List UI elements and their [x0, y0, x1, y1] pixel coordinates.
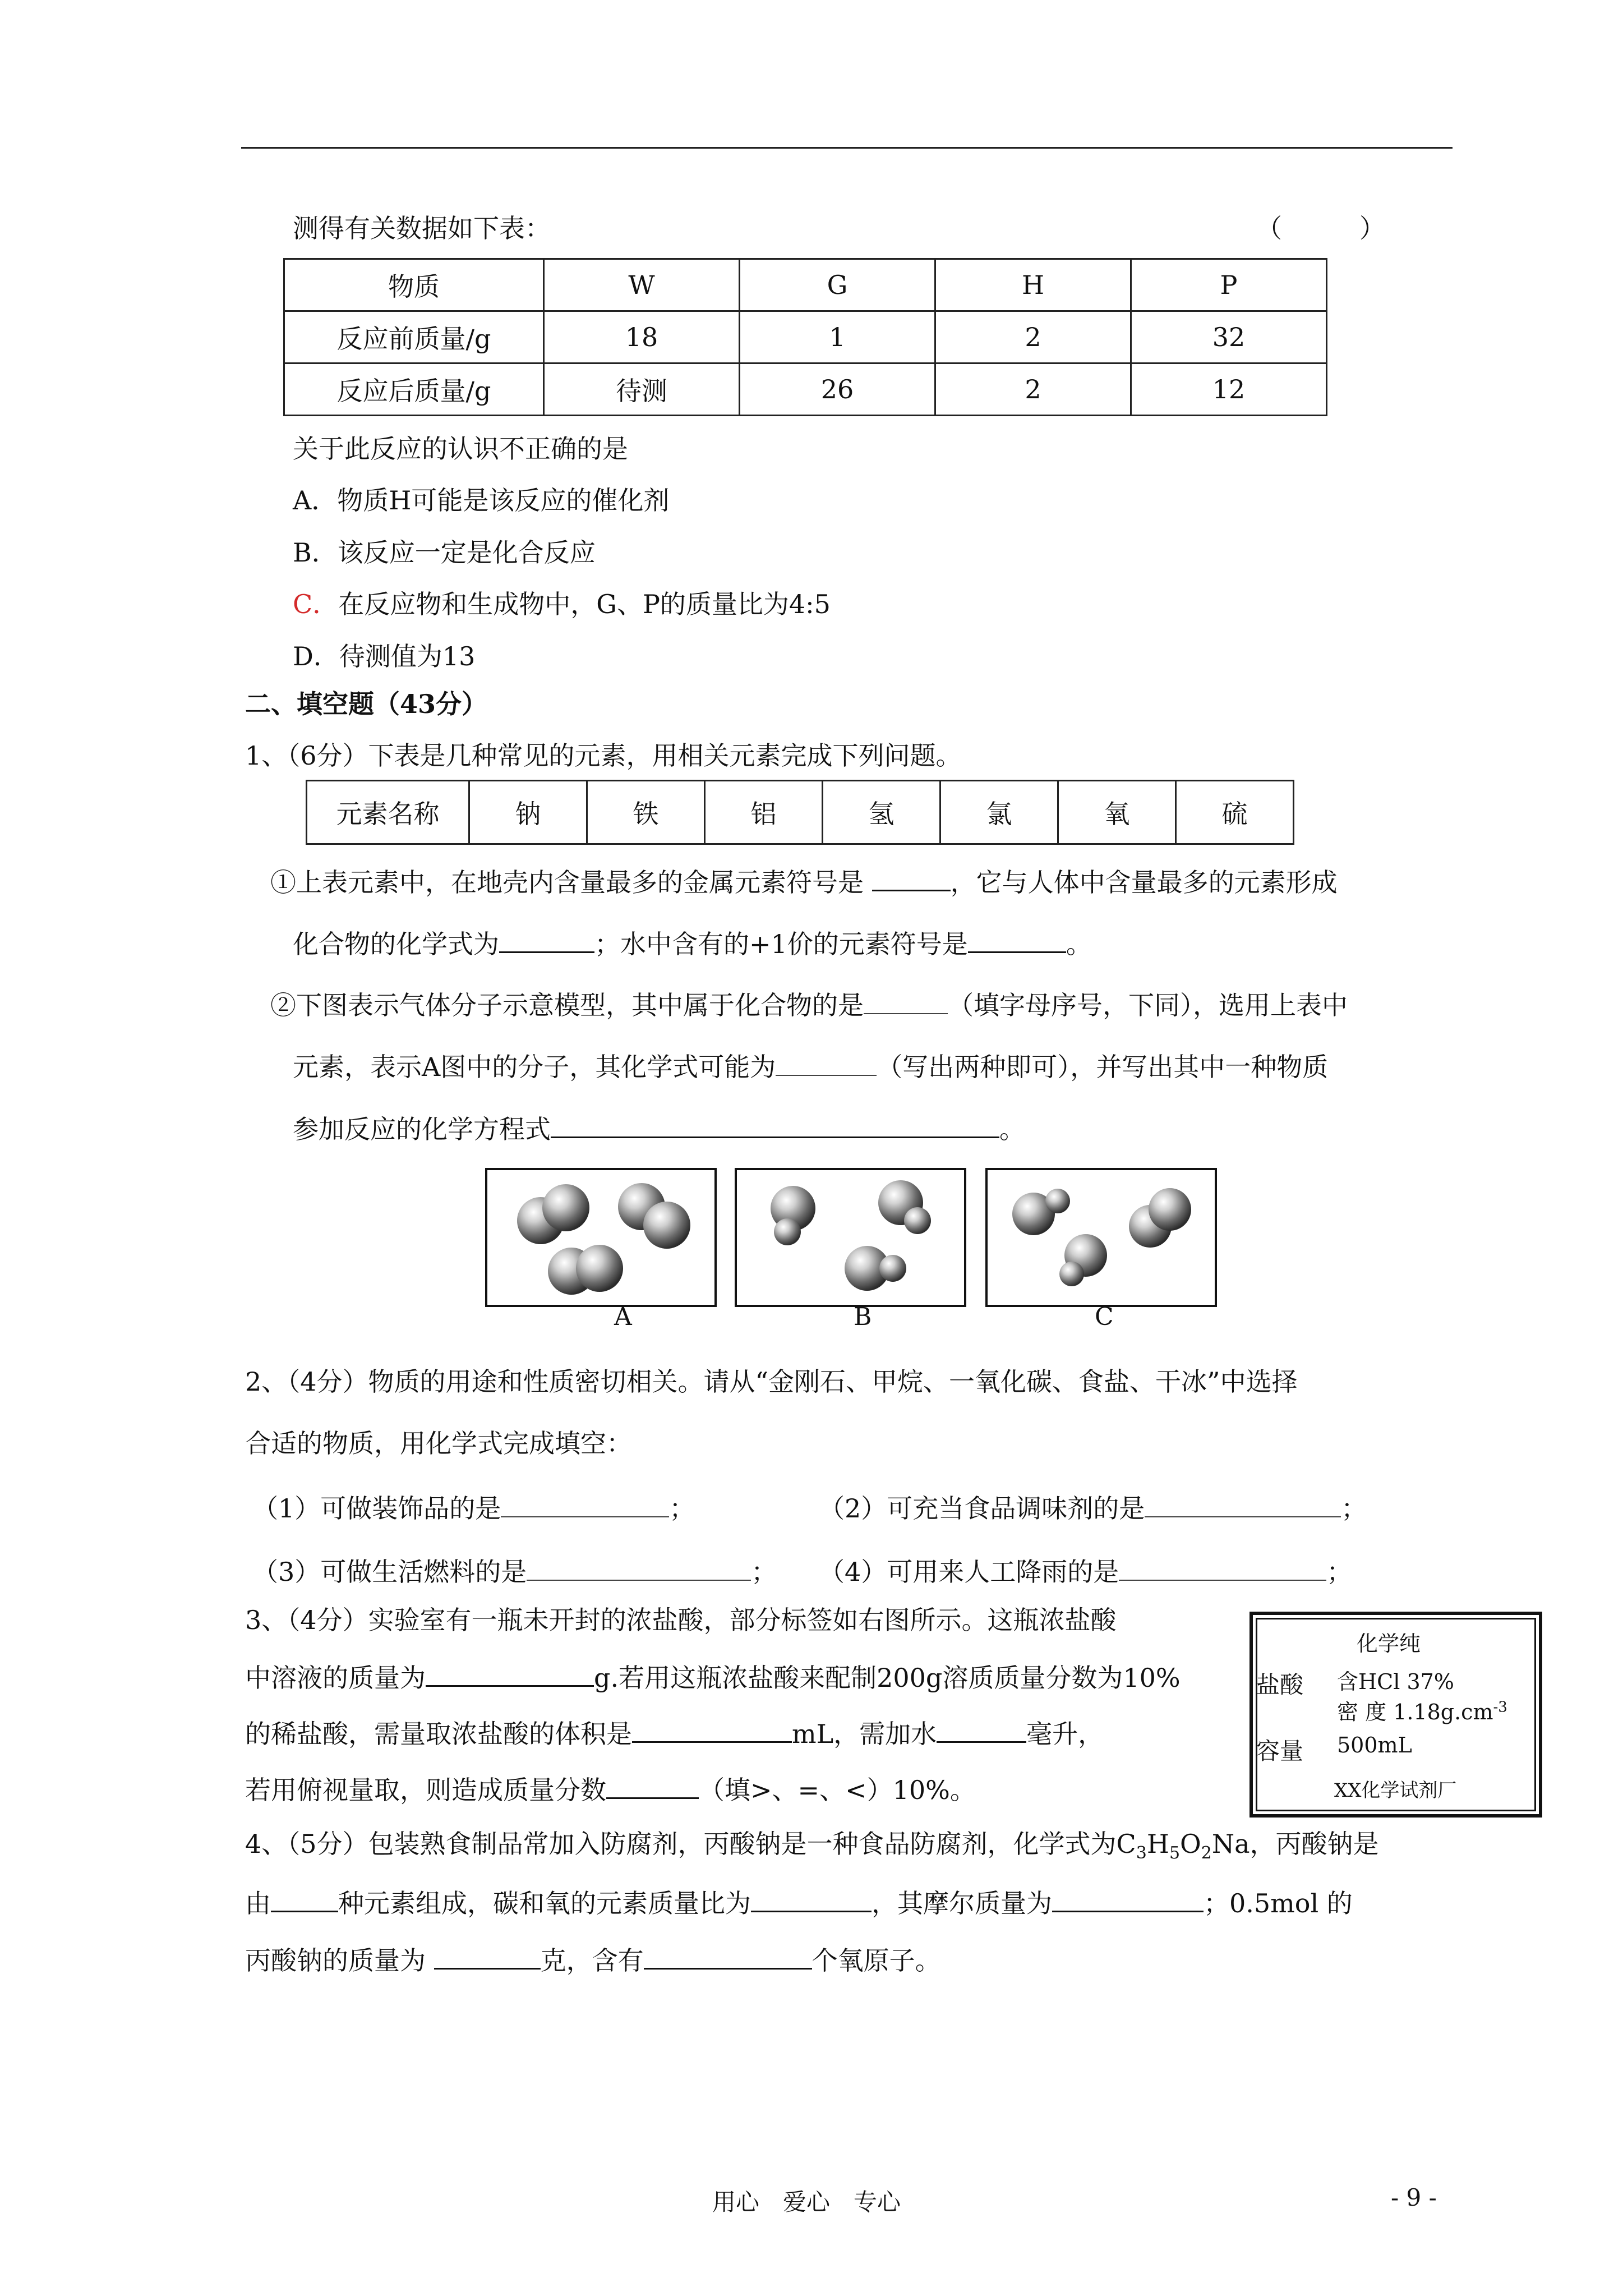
- text: 毫升，: [1026, 1719, 1104, 1749]
- table-cell: 铝: [705, 781, 823, 844]
- text: 个氧原子。: [811, 1945, 941, 1976]
- table-cell: 钠: [469, 781, 587, 844]
- page-number: - 9 -: [1391, 2184, 1437, 2211]
- text: （1）可做装饰品的是: [252, 1493, 501, 1524]
- table-cell: 2: [935, 311, 1131, 364]
- answer-blank[interactable]: [434, 1942, 541, 1970]
- text: 中溶液的质量为: [245, 1663, 426, 1693]
- table-cell: 26: [740, 364, 935, 416]
- table-header-cell: G: [740, 259, 935, 311]
- table-cell: 反应后质量/g: [284, 364, 544, 416]
- text: 4、（5分）包装熟食制品常加入防腐剂，丙酸钠是一种食品防腐剂，化学式为C: [245, 1829, 1136, 1859]
- answer-blank[interactable]: [606, 1772, 699, 1799]
- q2-item-2: [819, 1490, 1367, 1525]
- answer-parenthesis: （ ）: [1256, 213, 1385, 243]
- atom-sphere: [542, 1184, 589, 1231]
- table-cell: 硫: [1176, 781, 1294, 844]
- q3-line1: 3、（4分）实验室有一瓶未开封的浓盐酸，部分标签如右图所示。这瓶浓盐酸: [245, 1605, 1117, 1635]
- label-substance: 盐酸: [1256, 1671, 1304, 1699]
- atom-sphere: [774, 1218, 801, 1245]
- subscript: 3: [1136, 1843, 1147, 1864]
- molecule-diagram-a: [487, 1170, 714, 1305]
- answer-blank[interactable]: [872, 864, 951, 891]
- text: 元素，表示A图中的分子，其化学式可能为: [293, 1052, 776, 1082]
- atom-sphere: [1149, 1188, 1191, 1231]
- text: 的稀盐酸，需量取浓盐酸的体积是: [245, 1719, 632, 1749]
- q3-line2: [245, 1659, 1181, 1695]
- answer-blank[interactable]: [632, 1715, 792, 1743]
- q1-part1-line1: [270, 864, 1338, 899]
- answer-blank[interactable]: [551, 1111, 999, 1138]
- atom-sphere: [904, 1207, 931, 1234]
- table-cell: 元素名称: [307, 781, 469, 844]
- text: 。: [999, 1114, 1025, 1144]
- answer-blank[interactable]: [751, 1885, 872, 1912]
- text: 克，含有: [540, 1945, 644, 1976]
- table-cell: 铁: [587, 781, 705, 844]
- answer-blank[interactable]: [1145, 1490, 1341, 1517]
- text: （填>、=、<）10%。: [699, 1775, 976, 1805]
- text: ，其摩尔质量为: [872, 1888, 1052, 1918]
- reagent-label: [1249, 1612, 1542, 1818]
- text: （3）可做生活燃料的是: [252, 1557, 527, 1587]
- table-row: [307, 781, 1294, 844]
- text: ；: [1326, 1557, 1353, 1587]
- atom-sphere: [879, 1255, 906, 1282]
- text: H: [1146, 1829, 1169, 1859]
- text: g.若用这瓶浓盐酸来配制200g溶质质量分数为10%: [594, 1663, 1181, 1693]
- table-header-cell: P: [1131, 259, 1327, 311]
- answer-blank[interactable]: [1052, 1885, 1204, 1912]
- caption-c: C: [1095, 1303, 1114, 1331]
- answer-blank[interactable]: [426, 1659, 594, 1687]
- text: 种元素组成，碳和氧的元素质量比为: [338, 1888, 751, 1918]
- answer-blank[interactable]: [937, 1715, 1026, 1743]
- question-intro: 测得有关数据如下表：: [293, 213, 551, 243]
- text: ；: [669, 1493, 695, 1524]
- caption-a: A: [614, 1303, 632, 1331]
- label-grade: 化学纯: [1357, 1631, 1421, 1656]
- q1-part2-line2: [293, 1049, 1328, 1084]
- table-row: [284, 364, 1327, 416]
- text: ，它与人体中含量最多的元素形成: [950, 867, 1338, 898]
- text: 由: [245, 1888, 271, 1918]
- option-b: B．该反应一定是化合反应: [293, 537, 596, 568]
- answer-blank[interactable]: [968, 926, 1066, 953]
- text: ①上表元素中，在地壳内含量最多的金属元素符号是: [270, 867, 872, 898]
- q2-intro-line1: 2、（4分）物质的用途和性质密切相关。请从“金刚石、甲烷、一氧化碳、食盐、干冰”中选择: [245, 1366, 1298, 1397]
- text: （2）可充当食品调味剂的是: [819, 1493, 1145, 1524]
- q4-line3: [245, 1942, 941, 1977]
- option-c-letter: C．: [293, 589, 339, 619]
- subscript: 2: [1201, 1843, 1212, 1864]
- table-header-cell: W: [544, 259, 740, 311]
- text: ；: [751, 1557, 777, 1587]
- superscript: -3: [1493, 1699, 1507, 1716]
- molecule-model-b: [735, 1168, 966, 1307]
- text: ②下图表示气体分子示意模型，其中属于化合物的是: [270, 990, 864, 1020]
- molecule-model-a: [485, 1168, 717, 1307]
- table-cell: 1: [740, 311, 935, 364]
- answer-blank[interactable]: [499, 926, 594, 953]
- q1-part2-line3: [293, 1111, 1025, 1146]
- text: mL，需加水: [792, 1719, 937, 1749]
- q1-part2-line1: [270, 987, 1348, 1022]
- atom-sphere: [1045, 1189, 1070, 1213]
- table-row: [284, 259, 1327, 311]
- element-table: [306, 780, 1294, 845]
- q3-line3: [245, 1715, 1104, 1751]
- q4-line2: [245, 1885, 1353, 1920]
- text: （4）可用来人工降雨的是: [819, 1557, 1119, 1587]
- q2-item-4: [819, 1554, 1352, 1589]
- table-cell: 32: [1131, 311, 1327, 364]
- table-header-cell: 物质: [284, 259, 544, 311]
- q2-item-1: [252, 1490, 695, 1525]
- text: O: [1180, 1829, 1201, 1859]
- question-stem: 关于此反应的认识不正确的是: [293, 434, 628, 464]
- text: ；水中含有的+1价的元素符号是: [594, 929, 968, 959]
- answer-blank[interactable]: [864, 987, 948, 1014]
- atom-sphere: [643, 1202, 690, 1249]
- answer-blank[interactable]: [527, 1554, 751, 1581]
- molecule-diagram-b: [737, 1170, 964, 1305]
- molecule-diagram-c: [988, 1170, 1215, 1305]
- q1-intro: 1、（6分）下表是几种常见的元素，用相关元素完成下列问题。: [245, 740, 962, 771]
- text: 化合物的化学式为: [293, 929, 499, 959]
- answer-blank[interactable]: [271, 1885, 338, 1912]
- footer-slogan: 用心 爱心 专心: [712, 2188, 901, 2216]
- header-rule: [241, 147, 1453, 149]
- q2-intro-line2: 合适的物质，用化学式完成填空：: [245, 1428, 632, 1458]
- label-volume: 500mL: [1337, 1733, 1412, 1757]
- molecule-model-c: [985, 1168, 1217, 1307]
- caption-b: B: [854, 1303, 872, 1331]
- label-volume-title: 容量: [1256, 1737, 1304, 1765]
- text: Na，丙酸钠是: [1211, 1829, 1379, 1859]
- text: （写出两种即可），并写出其中一种物质: [877, 1052, 1329, 1082]
- answer-blank[interactable]: [776, 1049, 877, 1076]
- q3-line4: [245, 1772, 976, 1807]
- table-row: [284, 311, 1327, 364]
- label-content: 含HCl 37%: [1337, 1669, 1454, 1694]
- atom-sphere: [1059, 1262, 1084, 1286]
- mass-data-table: [283, 258, 1327, 416]
- atom-sphere: [576, 1245, 623, 1292]
- option-d: D．待测值为13: [293, 641, 476, 671]
- text: 若用俯视量取，则造成质量分数: [245, 1775, 606, 1805]
- table-cell: 待测: [544, 364, 740, 416]
- table-cell: 反应前质量/g: [284, 311, 544, 364]
- q1-part1-line2: [293, 926, 1092, 961]
- text: ；: [1341, 1493, 1367, 1524]
- label-manufacturer: XX化学试剂厂: [1334, 1779, 1457, 1802]
- text: ；0.5mol 的: [1204, 1888, 1353, 1918]
- table-cell: 12: [1131, 364, 1327, 416]
- label-density: [1337, 1695, 1507, 1726]
- table-header-cell: H: [935, 259, 1131, 311]
- table-cell: 氢: [823, 781, 940, 844]
- text: 密 度 1.18g.cm: [1337, 1700, 1493, 1724]
- option-c-text: 在反应物和生成物中，G、P的质量比为4:5: [338, 589, 831, 619]
- text: （填字母序号，下同），选用上表中: [948, 990, 1348, 1020]
- text: 。: [1066, 929, 1092, 959]
- option-c: [293, 587, 831, 621]
- answer-blank[interactable]: [501, 1490, 669, 1517]
- q4-line1: [245, 1827, 1379, 1870]
- subscript: 5: [1169, 1843, 1181, 1864]
- answer-blank[interactable]: [644, 1942, 812, 1970]
- option-a: A．物质H可能是该反应的催化剂: [293, 485, 670, 516]
- section-title: 二、填空题（43分）: [245, 689, 488, 719]
- table-cell: 氯: [940, 781, 1058, 844]
- q2-item-3: [252, 1554, 777, 1589]
- table-cell: 氧: [1058, 781, 1176, 844]
- table-cell: 2: [935, 364, 1131, 416]
- text: 丙酸钠的质量为: [245, 1945, 434, 1976]
- table-cell: 18: [544, 311, 740, 364]
- text: 参加反应的化学方程式: [293, 1114, 551, 1144]
- answer-blank[interactable]: [1119, 1554, 1326, 1581]
